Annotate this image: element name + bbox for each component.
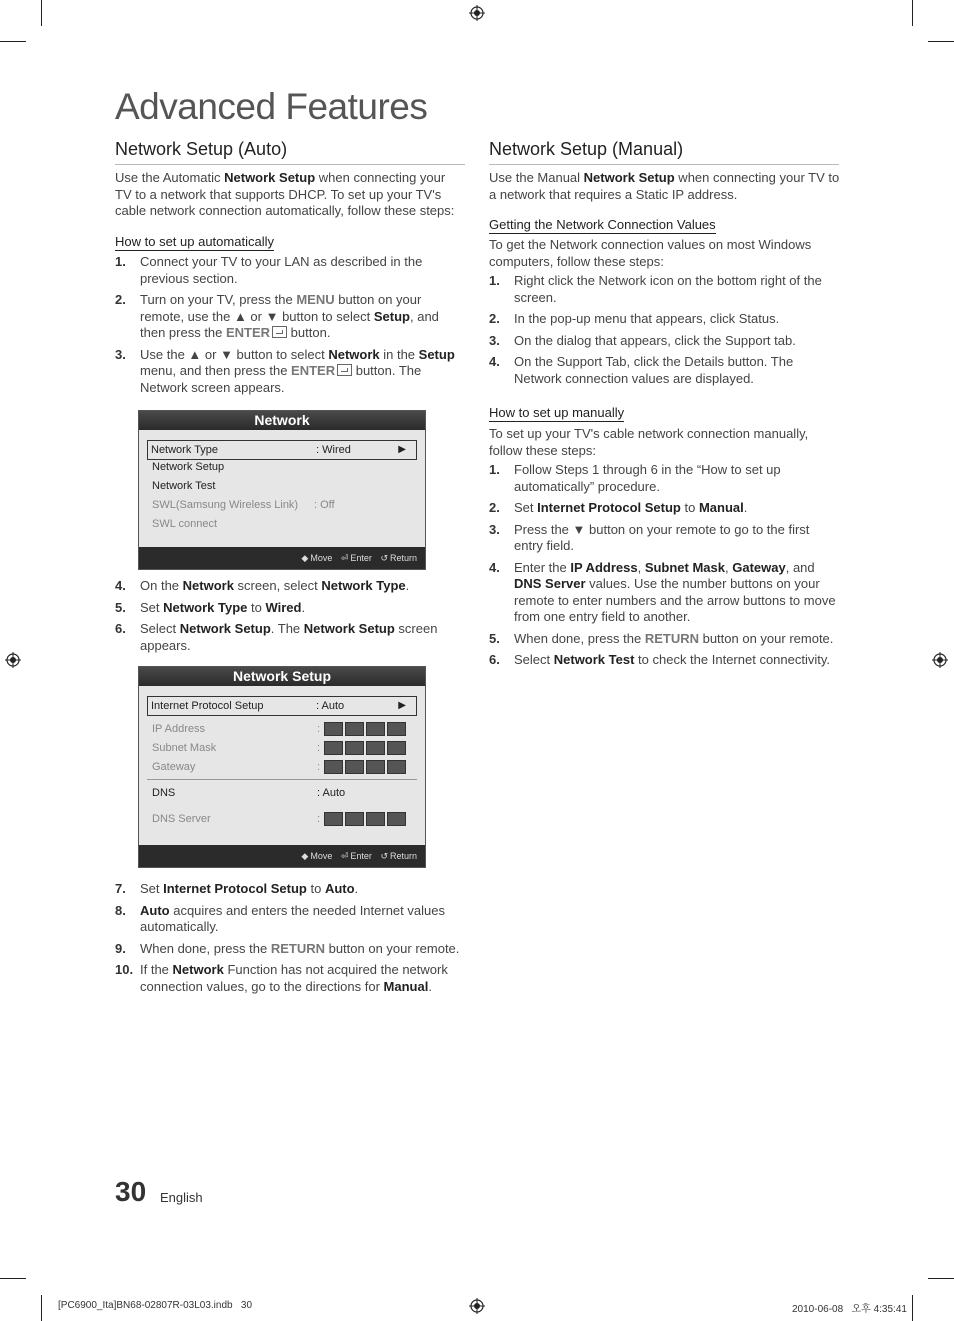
osd-footer [139, 547, 425, 569]
text: button. [287, 325, 331, 340]
osd-network-screen [138, 410, 426, 570]
text: . [354, 881, 359, 896]
list-item [489, 560, 839, 626]
list-item [489, 311, 834, 328]
keyword: ENTER [226, 325, 271, 340]
text: to [306, 881, 325, 896]
list-item [115, 621, 460, 654]
step-number: 2. [489, 311, 500, 326]
osd-foot-label: Move [310, 553, 333, 563]
crop-mark [41, 1295, 42, 1321]
subheading-manual: How to set up manually [489, 405, 625, 420]
keyword: Manual [698, 500, 744, 515]
crop-mark [912, 0, 913, 26]
osd-row-ip-address [149, 720, 415, 738]
osd-value: : [317, 813, 321, 825]
text: button on your remote. [324, 940, 460, 956]
text: On the Support Tab, click the Details button. The Network connection values are displayed. [514, 354, 794, 386]
list-item [489, 631, 839, 648]
osd-label: SWL(Samsung Wireless Link) [152, 499, 299, 511]
osd-title: Network Setup [139, 667, 425, 686]
heading-text: Network Setup (Auto) [115, 139, 288, 159]
heading-text: Network Setup (Manual) [489, 139, 684, 159]
text: On the [140, 578, 183, 593]
osd-label: DNS Server [152, 813, 211, 825]
manual-steps [489, 462, 839, 674]
text: screen appears. [140, 621, 438, 653]
list-item [115, 578, 460, 595]
step-number: 6. [489, 652, 500, 667]
step-number: 1. [489, 273, 500, 288]
osd-row-network-test [149, 477, 415, 495]
keyword: RETURN [270, 940, 325, 956]
return-icon: ↺ [380, 851, 388, 861]
osd-value: : Auto [317, 787, 346, 799]
text: If the [140, 962, 173, 977]
osd-label: Subnet Mask [152, 742, 217, 754]
osd-label: Network Type [151, 444, 219, 456]
arrow-right-icon: ▶ [398, 444, 406, 455]
keyword: Network [182, 578, 234, 593]
page-number: 30 [115, 1176, 147, 1207]
step-number: 3. [489, 332, 500, 348]
crop-mark [928, 41, 954, 42]
keyword: Setup [418, 346, 455, 362]
osd-row-subnet-mask [149, 739, 415, 757]
text: values. Use the number buttons on your remote to enter numbers and the arrow buttons to move from one entry field to another. [514, 576, 836, 624]
osd-value: : Auto [316, 700, 345, 712]
osd-label: SWL connect [152, 518, 218, 530]
keyword: Network [328, 346, 380, 362]
step-number: 2. [115, 292, 126, 307]
text: Press the ▼ button on your remote to go to the first entry field. [514, 521, 810, 553]
section-heading-manual [489, 139, 839, 165]
text: , and then press the [140, 308, 439, 340]
manual-intro [489, 170, 841, 203]
auto-intro [115, 170, 465, 220]
keyword: MENU [296, 292, 335, 307]
text: menu, and then press the [140, 363, 292, 378]
step-number: 9. [115, 940, 126, 956]
osd-value: : [317, 761, 321, 773]
arrow-right-icon: ▶ [398, 700, 406, 711]
osd-label: Network Test [152, 480, 216, 492]
text: Right click the Network icon on the bottom right of the screen. [514, 273, 822, 305]
getting-values-steps [489, 273, 834, 392]
enter-icon [272, 326, 287, 338]
list-item [489, 354, 834, 387]
keyword: Network Setup [224, 170, 316, 185]
list-item [489, 462, 839, 495]
keyword: Network Type [321, 578, 406, 593]
enter-icon: ⏎ [340, 553, 349, 563]
page-title: Advanced Features [115, 86, 428, 127]
osd-foot-label: Return [389, 553, 417, 563]
text: Set [140, 881, 164, 896]
list-item [489, 652, 839, 669]
osd-foot-label: Move [310, 851, 333, 861]
text: . [428, 978, 432, 994]
crop-mark [912, 1295, 913, 1321]
text: When done, press the [514, 630, 645, 646]
text: Use the Manual [489, 170, 584, 185]
osd-row-dns [149, 784, 415, 802]
keyword: RETURN [644, 630, 699, 646]
step-number: 1. [115, 254, 126, 269]
manual-setup-intro: To set up your TV's cable network connection manually, follow these steps: [489, 426, 809, 458]
osd-row-network-setup [149, 458, 415, 476]
step-number: 10. [115, 962, 134, 977]
crop-mark [928, 1278, 954, 1279]
registration-mark-icon [469, 1298, 485, 1314]
text: . [301, 599, 306, 615]
text: Follow Steps 1 through 6 in the “How to set up automatically” procedure. [514, 462, 781, 494]
page-language: English [160, 1190, 203, 1205]
text: when connecting your TV to a network that requires a Static IP address. [489, 170, 840, 202]
list-item [489, 333, 834, 350]
text: to [680, 500, 699, 515]
keyword: Auto [324, 881, 355, 896]
keyword: ENTER [291, 363, 336, 378]
step-number: 2. [489, 500, 500, 515]
osd-foot-label: Return [389, 851, 417, 861]
keyword: Subnet Mask [644, 559, 725, 575]
list-item [489, 273, 834, 306]
keyword: Internet Protocol Setup [537, 500, 681, 515]
subheading-auto: How to set up automatically [115, 234, 274, 249]
text: , [725, 559, 733, 575]
keyword: Internet Protocol Setup [163, 881, 307, 896]
keyword: Network Setup [583, 170, 675, 185]
osd-value: : Off [314, 499, 335, 511]
list-item [489, 522, 839, 555]
list-item [115, 292, 460, 342]
enter-icon: ⏎ [340, 851, 349, 861]
step-number: 7. [115, 881, 126, 896]
step-number: 4. [489, 559, 500, 575]
text: , [637, 559, 645, 575]
list-item [115, 347, 460, 397]
list-item [115, 903, 460, 936]
osd-value: : [317, 742, 321, 754]
crop-mark [0, 41, 26, 42]
osd-row-dns-server [149, 810, 415, 828]
osd-row-ip-setup [147, 696, 417, 716]
move-icon: ◆ [301, 553, 309, 563]
text: . The [270, 621, 304, 636]
osd-label: IP Address [152, 723, 205, 735]
text: to check the Internet connectivity. [634, 652, 831, 667]
crop-mark [41, 0, 42, 26]
text: On the dialog that appears, click the Support tab. [514, 332, 796, 348]
keyword: DNS Server [514, 576, 586, 591]
list-item [115, 600, 460, 617]
enter-icon [337, 364, 352, 376]
text: Select [514, 652, 554, 667]
text: to [247, 599, 266, 615]
text: Use the Automatic [115, 170, 225, 185]
text: screen, select [233, 578, 322, 593]
text: button. The Network screen appears. [140, 363, 422, 395]
osd-row-gateway [149, 758, 415, 776]
text: Set [140, 599, 164, 615]
list-item [489, 500, 839, 517]
step-number: 3. [489, 521, 500, 537]
text: acquires and enters the needed Internet values automatically. [140, 902, 445, 934]
osd-foot-label: Enter [350, 851, 372, 861]
text: Set [514, 500, 538, 515]
text: Connect your TV to your LAN as described in the previous section. [140, 254, 423, 286]
keyword: IP Address [570, 559, 638, 575]
list-item [115, 962, 460, 995]
move-icon: ◆ [301, 851, 309, 861]
print-date: 2010-06-08 오후 4:35:41 [792, 1304, 907, 1315]
osd-row-network-type [147, 440, 417, 460]
osd-label: Network Setup [152, 461, 225, 473]
list-item [115, 881, 460, 898]
step-number: 5. [489, 630, 500, 646]
step-number: 1. [489, 462, 500, 477]
text: When done, press the [140, 940, 271, 956]
auto-steps-4-6 [115, 578, 460, 659]
keyword: Network Setup [179, 621, 271, 636]
osd-row-swl [149, 496, 415, 514]
keyword: Network Setup [303, 621, 395, 636]
registration-mark-icon [5, 652, 21, 668]
auto-steps-1-3 [115, 254, 460, 401]
registration-mark-icon [932, 652, 948, 668]
keyword: Wired [265, 599, 302, 615]
osd-foot-label: Enter [350, 553, 372, 563]
crop-mark [0, 1278, 26, 1279]
text: when connecting your TV to a network that supports DHCP. To set up your TV's cable network connection automatically, follow these steps: [115, 170, 455, 218]
step-number: 8. [115, 902, 126, 918]
osd-value: : [317, 723, 321, 735]
subheading-connection-values: Getting the Network Connection Values [489, 217, 716, 232]
step-number: 3. [115, 346, 126, 362]
osd-label: Internet Protocol Setup [151, 700, 264, 712]
osd-title: Network [139, 411, 425, 430]
keyword: Manual [383, 978, 429, 994]
text: In the pop-up menu that appears, click Status. [514, 311, 780, 326]
osd-footer [139, 845, 425, 867]
text: . [743, 500, 748, 515]
osd-label: Gateway [152, 761, 196, 773]
section-heading-auto [115, 139, 465, 165]
keyword: Network Type [163, 599, 248, 615]
keyword: Gateway [732, 559, 786, 575]
text: Function has not acquired the network connection values, go to the directions for [140, 962, 448, 994]
keyword: Network Test [553, 652, 635, 667]
text: Turn on your TV, press the [140, 292, 297, 307]
auto-steps-7-10 [115, 881, 460, 1000]
osd-value: : Wired [316, 444, 351, 456]
list-item [115, 941, 460, 958]
list-item [115, 254, 460, 287]
osd-network-setup-screen [138, 666, 426, 868]
osd-label: DNS [152, 787, 176, 799]
text: button on your remote, use the ▲ or ▼ button to select [140, 292, 422, 324]
dns-entry-fields [324, 812, 408, 832]
keyword: Setup [373, 308, 410, 324]
step-number: 6. [115, 621, 126, 636]
osd-row-swl-connect [149, 515, 415, 533]
text: Use the ▲ or ▼ button to select [140, 346, 329, 362]
connection-values-intro: To get the Network connection values on most Windows computers, follow these steps: [489, 237, 812, 269]
text: in the [379, 346, 419, 362]
step-number: 4. [115, 578, 126, 593]
divider [147, 779, 417, 780]
text: Select [140, 621, 180, 636]
step-number: 5. [115, 599, 126, 615]
text: , and [785, 559, 815, 575]
return-icon: ↺ [380, 553, 388, 563]
print-file-name: [PC6900_Ita]BN68-02807R-03L03.indb 30 [58, 1300, 253, 1311]
step-number: 4. [489, 354, 500, 369]
gateway-entry-fields [324, 760, 408, 780]
text: . [405, 578, 410, 593]
text: Enter the [514, 559, 571, 575]
keyword: Network [172, 962, 224, 977]
text: button on your remote. [698, 630, 834, 646]
registration-mark-icon [469, 5, 485, 21]
keyword: Auto [140, 902, 170, 918]
